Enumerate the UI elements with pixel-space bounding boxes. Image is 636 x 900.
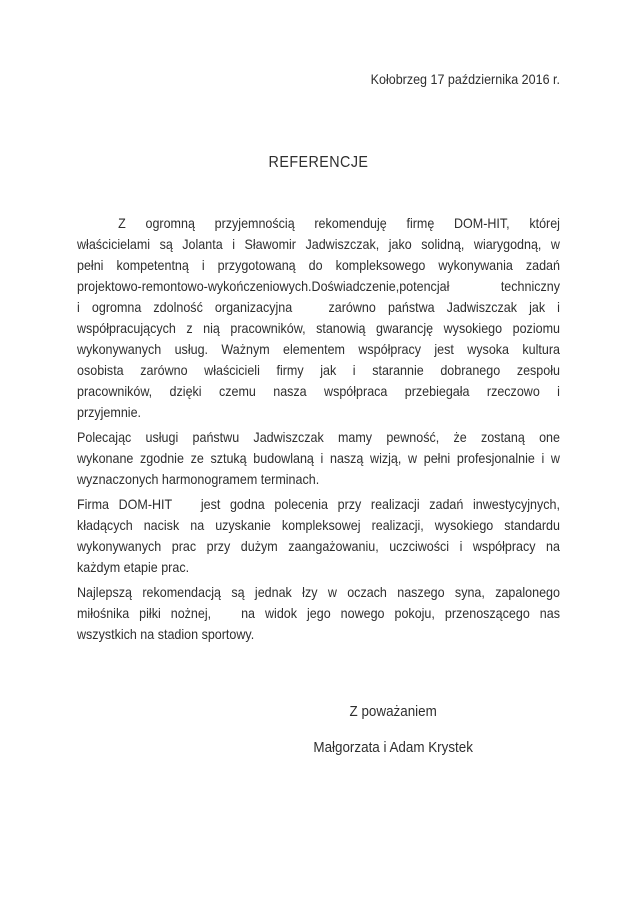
text-line: wykonane zgodnie ze sztuką budowlaną i naszą wizją, w pełni profesjonalnie i w: [77, 450, 560, 466]
text-line: pełni kompetentną i przygotowaną do kompleksowego wykonywania zadań: [77, 257, 560, 273]
text-line: przyjemnie.: [77, 404, 142, 420]
text-line: współpracujących z nią pracowników, stanowią gwarancję wysokiego poziomu: [77, 320, 560, 336]
text-line: i ogromna zdolność organizacyjna zarówno państwa Jadwiszczak jak i: [77, 299, 560, 315]
text-line: miłośnika piłki nożnej, na widok jego nowego pokoju, przenoszącego nas: [77, 605, 560, 621]
letter-content: [77, 0, 560, 900]
text-line: wykonywanych usług. Ważnym elementem współpracy jest wysoka kultura: [77, 341, 560, 357]
text-line: projektowo-remontowo-wykończeniowych.Doświadczenie,potencjał techniczny: [77, 278, 560, 294]
text-line: wszystkich na stadion sportowy.: [77, 626, 255, 642]
paragraph: [77, 494, 560, 578]
text-line: wykonywanych prac przy dużym zaangażowaniu, uczciwości i współpracy na: [77, 538, 560, 554]
paragraph: [77, 213, 560, 423]
letter-title: REFERENCJE: [268, 154, 369, 171]
text-line: Firma DOM-HIT jest godna polecenia przy realizacji zadań inwestycyjnych,: [77, 496, 560, 512]
text-line: kładących nacisk na uzyskanie kompleksowej realizacji, wysokiego standardu: [77, 517, 560, 533]
date-line: Kołobrzeg 17 października 2016 r.: [370, 71, 560, 87]
text-line: pracowników, dzięki czemu nasza współpraca przebiegała rzeczowo i: [77, 383, 560, 399]
closing-phrase: Z poważaniem: [349, 703, 437, 720]
letter-body: [77, 213, 560, 649]
text-line: każdym etapie prac.: [77, 559, 190, 575]
text-line: Najlepszą rekomendacją są jednak łzy w oczach naszego syna, zapalonego: [77, 584, 560, 600]
text-line: Z ogromną przyjemnością rekomenduję firmę DOM-HIT, której: [118, 215, 560, 231]
paragraph: [77, 427, 560, 490]
paragraph: [77, 582, 560, 645]
text-line: Polecając usługi państwu Jadwiszczak mamy pewność, że zostaną one: [77, 429, 560, 445]
text-line: osobista zarówno właścicieli firmy jak i starannie dobranego zespołu: [77, 362, 560, 378]
signature-names: Małgorzata i Adam Krystek: [313, 739, 473, 756]
text-line: wyznaczonych harmonogramem terminach.: [77, 471, 320, 487]
text-line: właścicielami są Jolanta i Sławomir Jadwiszczak, jako solidną, wiarygodną, w: [77, 236, 560, 252]
